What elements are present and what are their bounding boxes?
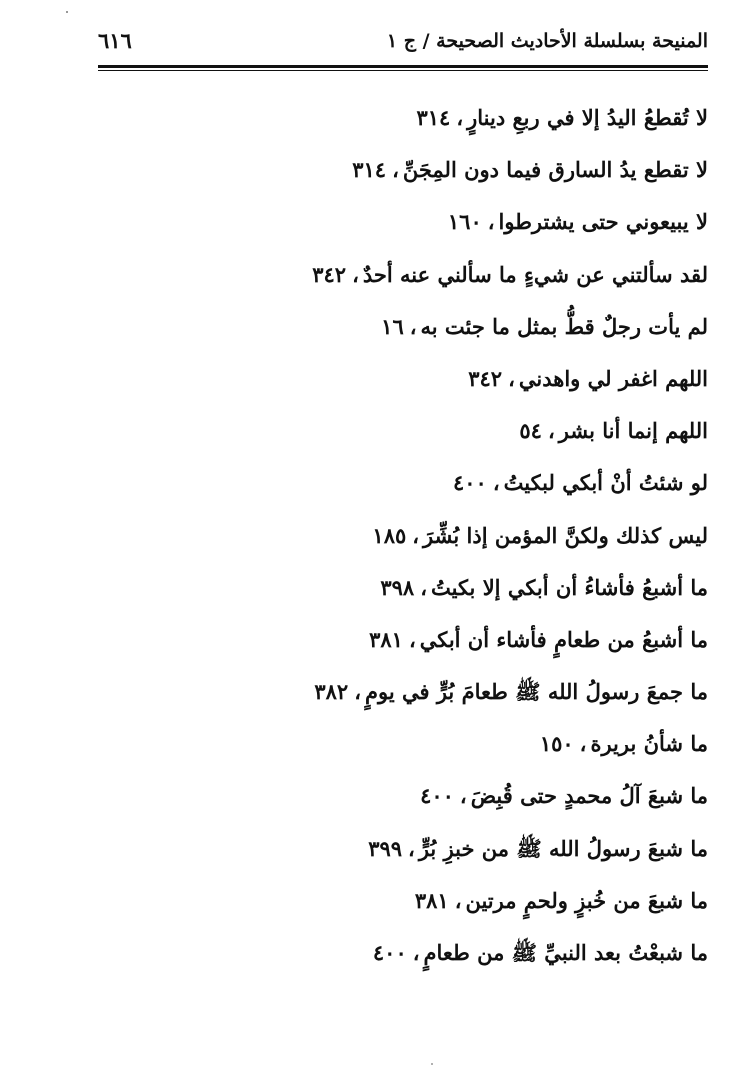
entry-page-ref: ١٦٠: [447, 209, 482, 235]
entry-separator: ،: [508, 365, 515, 391]
entry-separator: ،: [409, 313, 417, 339]
entry-text: اللهم إنما أنا بشر: [558, 418, 708, 444]
entry-page-ref: ٣١٤: [352, 157, 387, 183]
entry-text: لا تقطع يدُ السارق فيما دون المِجَنِّ: [402, 157, 708, 183]
index-entry: [98, 305, 708, 357]
entry-page-ref: ٤٠٠: [420, 783, 454, 809]
entry-text: ليس كذلك ولكنَّ المؤمن إذا بُشِّرَ: [423, 522, 708, 548]
entry-separator: ،: [392, 157, 399, 183]
entry-separator: ،: [408, 835, 415, 861]
entry-page-ref: ٣٤٢: [468, 365, 503, 391]
page-header: [98, 28, 708, 60]
entry-text: لقد سألتني عن شيءٍ ما سألني عنه أحدٌ: [362, 261, 708, 287]
entry-page-ref: ٣١٤: [416, 105, 451, 130]
entry-text: ما شبعْتُ بعد النبيِّ ﷺ من طعامٍ: [423, 940, 708, 965]
index-entry: [98, 722, 708, 774]
header-rule-thick: [98, 65, 708, 68]
entry-page-ref: ٣٨١: [369, 626, 403, 652]
entry-page-ref: ٣٤٢: [312, 261, 347, 287]
entry-text: لو شئتُ أنْ أبكي لبكيتُ: [503, 470, 708, 496]
entry-text: ما شبعَ من خُبزٍ ولحمٍ مرتين: [465, 887, 708, 913]
entry-page-ref: ٣٩٨: [380, 574, 415, 600]
index-entry: [98, 879, 708, 931]
entry-text: ما شبعَ رسولُ الله ﷺ من خبزِ بُرٍّ: [418, 835, 708, 861]
running-title: المنيحة بسلسلة الأحاديث الصحيحة / ج ١: [386, 30, 708, 52]
entry-text: ما أشبعُ من طعامٍ فأشاء أن أبكي: [419, 626, 708, 652]
entry-text: اللهم اغفر لي واهدني: [518, 365, 708, 391]
index-entry: [98, 931, 708, 983]
index-entry: [98, 200, 708, 252]
index-entry: [98, 618, 708, 670]
entry-separator: ،: [492, 470, 500, 496]
entry-page-ref: ٥٤: [519, 418, 542, 444]
hadith-index-list: [98, 96, 708, 983]
index-entry: [98, 566, 708, 618]
index-entry: [98, 409, 708, 461]
entry-page-ref: ٣٨٢: [314, 679, 349, 705]
entry-separator: ،: [459, 783, 467, 809]
index-entry: [98, 253, 708, 305]
index-entry: [98, 514, 708, 566]
entry-separator: ،: [456, 105, 464, 130]
entry-text: لا يبيعوني حتى يشترطوا: [498, 209, 708, 235]
entry-separator: ،: [408, 626, 416, 652]
index-entry: [98, 670, 708, 722]
entry-separator: ،: [579, 731, 587, 757]
entry-separator: ،: [454, 887, 462, 913]
entry-separator: ،: [412, 522, 420, 548]
entry-separator: ،: [354, 679, 361, 705]
index-entry: [98, 148, 708, 200]
page-number: ٦١٦: [98, 28, 132, 53]
entry-page-ref: ١٨٥: [372, 522, 407, 548]
entry-page-ref: ٤٠٠: [372, 940, 407, 965]
entry-page-ref: ٣٨١: [414, 887, 449, 913]
entry-page-ref: ١٥٠: [539, 731, 574, 757]
index-entry: [98, 461, 708, 513]
scan-speck: [66, 11, 68, 13]
index-entry: [98, 357, 708, 409]
entry-separator: ،: [420, 574, 427, 600]
entry-text: ما جمعَ رسولُ الله ﷺ طعامَ بُرٍّ في يومٍ: [364, 679, 708, 705]
entry-page-ref: ١٦: [381, 313, 404, 339]
entry-separator: ،: [412, 940, 420, 965]
scan-speck: [431, 1063, 433, 1065]
entry-text: لم يأت رجلٌ قطُّ بمثل ما جئت به: [420, 313, 708, 339]
index-entry: [98, 827, 708, 879]
index-entry: [98, 96, 708, 148]
entry-text: ما أشبعُ فأشاءُ أن أبكي إلا بكيتُ: [430, 574, 708, 600]
entry-separator: ،: [487, 209, 495, 235]
header-rule-thin: [98, 70, 708, 71]
index-entry: [98, 774, 708, 826]
entry-page-ref: ٤٠٠: [453, 470, 487, 496]
entry-separator: ،: [352, 261, 359, 287]
entry-separator: ،: [547, 418, 555, 444]
entry-text: ما شأنُ بريرة: [590, 731, 708, 757]
entry-text: ما شبعَ آلُ محمدٍ حتى قُبِضَ: [470, 783, 708, 809]
entry-page-ref: ٣٩٩: [368, 835, 403, 861]
entry-text: لا تُقطعُ اليدُ إلا في ربعِ دينارٍ: [467, 105, 708, 130]
